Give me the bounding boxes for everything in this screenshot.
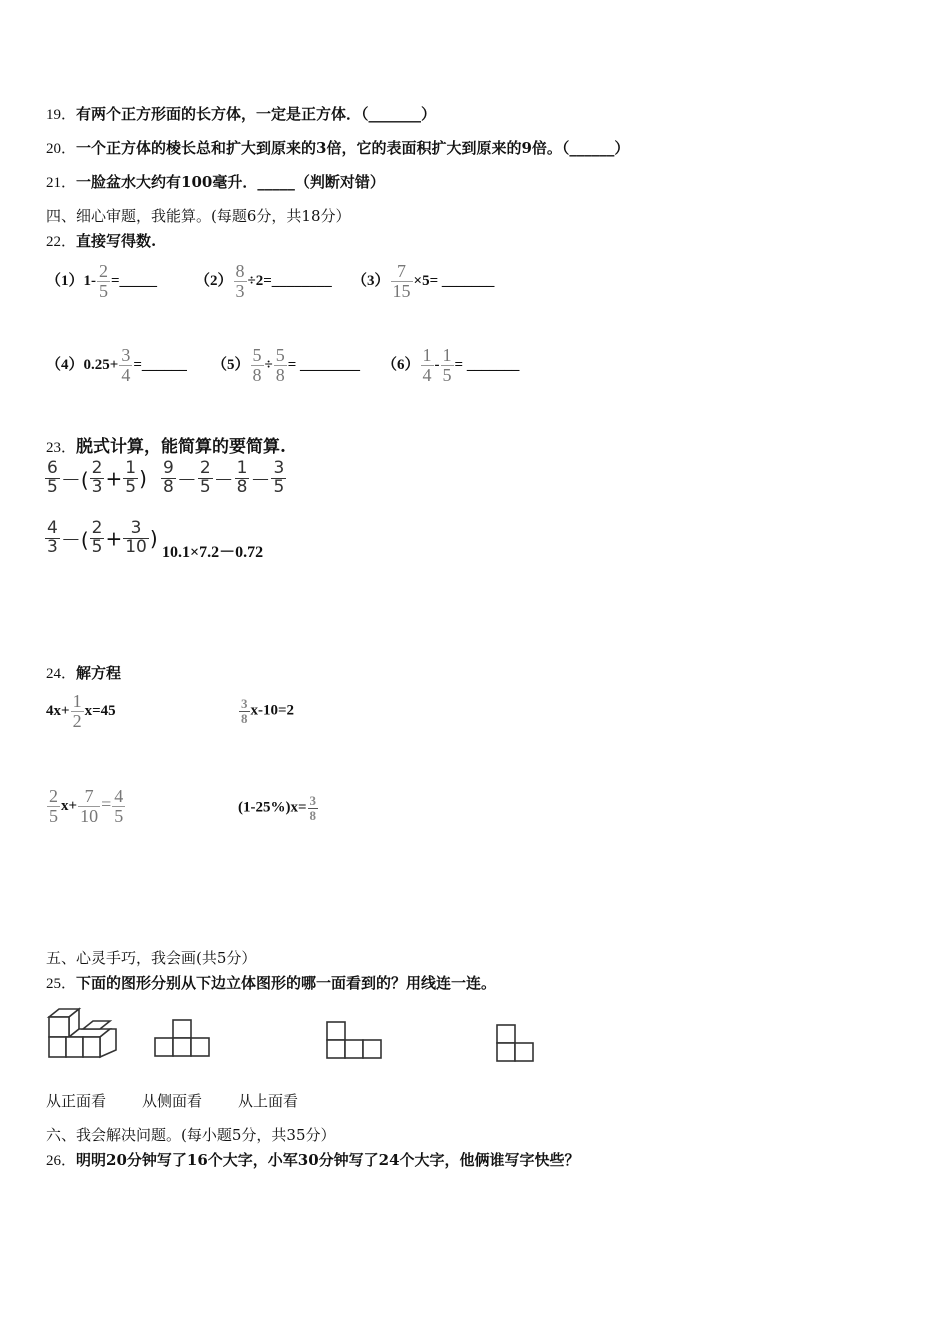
question-number: 21． bbox=[46, 175, 77, 191]
numerator: 1 bbox=[72, 691, 82, 711]
numerator: 7 bbox=[397, 261, 407, 281]
question-22-title bbox=[46, 230, 156, 251]
question-number: 23． bbox=[46, 440, 77, 456]
numerator: 2 bbox=[91, 518, 103, 538]
item-tail: = ________ bbox=[287, 356, 361, 373]
denominator: 8 bbox=[252, 364, 262, 385]
question-number: 25． bbox=[46, 976, 77, 992]
q24-equation-4 bbox=[238, 794, 319, 822]
operator: － bbox=[250, 467, 271, 492]
fraction bbox=[235, 460, 250, 497]
denominator: 8 bbox=[163, 476, 174, 497]
numerator: 1 bbox=[442, 345, 452, 365]
question-number: 26． bbox=[46, 1153, 77, 1169]
view-figure-3 bbox=[497, 1025, 533, 1061]
q22-item-5 bbox=[212, 346, 360, 385]
item-label: （5） bbox=[212, 356, 250, 373]
numerator: 1 bbox=[125, 458, 137, 478]
q22-item-6 bbox=[382, 346, 519, 385]
fraction bbox=[239, 697, 250, 725]
q23-expr-2 bbox=[160, 460, 287, 497]
fraction bbox=[45, 460, 60, 497]
denominator: 5 bbox=[91, 536, 103, 557]
fraction bbox=[234, 262, 247, 301]
equation-part: x=45 bbox=[84, 702, 116, 719]
item-tail: = _______ bbox=[454, 356, 520, 373]
denominator: 8 bbox=[275, 364, 285, 385]
operator: ÷ bbox=[264, 356, 273, 373]
section-6-title: 六、我会解决问题。(每小题5分，共35分） bbox=[46, 1126, 336, 1144]
equation-part: x+ bbox=[61, 797, 78, 814]
denominator: 3 bbox=[47, 536, 58, 557]
numerator: 2 bbox=[49, 786, 58, 806]
caption-side: 从侧面看 bbox=[142, 1092, 203, 1110]
question-text: 有两个正方形面的长方体，一定是正方体．（_______） bbox=[76, 105, 437, 123]
question-text: 直接写得数. bbox=[76, 232, 157, 250]
view-figure-1 bbox=[155, 1020, 209, 1056]
caption-front: 从正面看 bbox=[46, 1092, 107, 1110]
fraction bbox=[123, 520, 149, 557]
denominator: 10 bbox=[125, 536, 147, 557]
denominator: 5 bbox=[199, 476, 211, 497]
denominator: 5 bbox=[47, 476, 58, 497]
operator: －( bbox=[60, 527, 89, 552]
question-19 bbox=[46, 103, 436, 124]
denominator: 4 bbox=[422, 364, 432, 385]
section-5-title: 五、心灵手巧，我会画(共5分） bbox=[46, 949, 257, 967]
solid-figure bbox=[49, 1009, 116, 1057]
numerator: 3 bbox=[121, 345, 131, 365]
fraction bbox=[308, 794, 319, 822]
denominator: 10 bbox=[80, 805, 99, 826]
denominator: 5 bbox=[49, 805, 58, 826]
section-4-title: 四、细心审题，我能算。(每题6分，共18分） bbox=[46, 207, 351, 225]
numerator: 2 bbox=[199, 458, 211, 478]
fraction bbox=[271, 460, 286, 497]
numerator: 5 bbox=[275, 345, 285, 365]
question-text: 解方程 bbox=[76, 664, 122, 682]
question-number: 22． bbox=[46, 234, 77, 250]
denominator: 8 bbox=[309, 807, 317, 823]
question-25-title bbox=[46, 972, 496, 993]
operator: + bbox=[105, 526, 123, 551]
numerator: 1 bbox=[422, 345, 432, 365]
item-tail: =_____ bbox=[111, 272, 158, 289]
numerator: 1 bbox=[236, 458, 248, 478]
item-label: （2） bbox=[195, 272, 233, 289]
numerator: 3 bbox=[309, 793, 317, 808]
fraction bbox=[112, 787, 125, 826]
item-tail: ×5= _______ bbox=[413, 272, 495, 289]
question-text: 一脸盆水大约有100毫升．_____（判断对错） bbox=[76, 173, 385, 191]
equation-part: (1-25%)x= bbox=[238, 799, 307, 816]
caption-top: 从上面看 bbox=[238, 1092, 299, 1110]
equation-part: 4x+ bbox=[46, 702, 70, 719]
view-figure-2 bbox=[327, 1022, 381, 1058]
fraction bbox=[119, 346, 132, 385]
question-number: 24． bbox=[46, 666, 77, 682]
operator: ) bbox=[139, 466, 147, 491]
denominator: 5 bbox=[125, 476, 137, 497]
question-20 bbox=[46, 137, 629, 158]
operator: －( bbox=[60, 467, 89, 492]
fraction bbox=[198, 460, 213, 497]
denominator: 5 bbox=[273, 476, 285, 497]
fraction bbox=[78, 787, 100, 826]
denominator: 8 bbox=[241, 710, 248, 726]
fraction bbox=[71, 692, 84, 731]
numerator: 3 bbox=[241, 696, 248, 711]
operator: － bbox=[176, 467, 197, 492]
denominator: 3 bbox=[235, 280, 245, 301]
denominator: 5 bbox=[442, 364, 452, 385]
q24-equation-3 bbox=[46, 787, 126, 826]
fraction bbox=[391, 262, 413, 301]
operator: + bbox=[105, 466, 123, 491]
denominator: 15 bbox=[392, 280, 411, 301]
question-text: 明明20分钟写了16个大字，小军30分钟写了24个大字，他俩谁写字快些？ bbox=[76, 1151, 580, 1169]
numerator: 3 bbox=[130, 518, 142, 538]
fraction bbox=[274, 346, 287, 385]
numerator: 6 bbox=[47, 458, 58, 478]
question-number: 19． bbox=[46, 107, 77, 123]
q24-equation-2 bbox=[238, 697, 294, 725]
denominator: 4 bbox=[121, 364, 131, 385]
equals-sign: = bbox=[101, 793, 112, 814]
fraction bbox=[90, 520, 105, 557]
fraction bbox=[123, 460, 138, 497]
q23-expr-1 bbox=[44, 460, 147, 497]
item-tail: =______ bbox=[133, 356, 187, 373]
q22-item-2 bbox=[195, 262, 332, 301]
numerator: 2 bbox=[99, 261, 108, 281]
fraction bbox=[421, 346, 434, 385]
numerator: 4 bbox=[47, 518, 58, 538]
question-text: 一个正方体的棱长总和扩大到原来的3倍，它的表面积扩大到原来的9倍。（______） bbox=[76, 139, 630, 157]
denominator: 5 bbox=[114, 805, 124, 826]
item-tail: ÷2=________ bbox=[247, 272, 332, 289]
operator: － bbox=[213, 467, 234, 492]
question-21 bbox=[46, 171, 385, 192]
q25-figures bbox=[0, 995, 600, 1075]
q22-item-3 bbox=[352, 262, 494, 301]
equation-part: x-10=2 bbox=[250, 702, 295, 719]
numerator: 5 bbox=[252, 345, 262, 365]
numerator: 2 bbox=[91, 458, 103, 478]
question-text: 下面的图形分别从下边立体图形的哪一面看到的？用线连一连。 bbox=[76, 974, 497, 992]
denominator: 3 bbox=[91, 476, 103, 497]
numerator: 4 bbox=[114, 786, 124, 806]
fraction bbox=[161, 460, 176, 497]
numerator: 8 bbox=[235, 261, 245, 281]
question-number: 20． bbox=[46, 141, 77, 157]
q22-item-1 bbox=[46, 262, 157, 301]
operator: - bbox=[434, 356, 440, 373]
q23-expr-3 bbox=[44, 520, 158, 557]
denominator: 8 bbox=[236, 476, 248, 497]
item-label: （6） bbox=[382, 356, 420, 373]
q24-equation-1 bbox=[46, 692, 116, 731]
question-text: 脱式计算，能简算的要简算. bbox=[76, 437, 286, 457]
denominator: 2 bbox=[72, 710, 82, 731]
fraction bbox=[90, 460, 105, 497]
question-26 bbox=[46, 1149, 580, 1170]
question-23-title bbox=[46, 432, 286, 457]
numerator: 9 bbox=[163, 458, 174, 478]
fraction bbox=[45, 520, 60, 557]
numerator: 7 bbox=[84, 786, 94, 806]
q22-item-4 bbox=[46, 346, 187, 385]
item-label: （4）0.25+ bbox=[46, 356, 119, 373]
denominator: 5 bbox=[99, 280, 108, 301]
item-label: （3） bbox=[352, 272, 390, 289]
question-24-title bbox=[46, 662, 121, 683]
q23-expr-4: 10.1×7.2－0.72 bbox=[162, 544, 264, 561]
fraction bbox=[441, 346, 454, 385]
item-label: （1）1- bbox=[46, 272, 96, 289]
fraction bbox=[97, 262, 110, 301]
fraction bbox=[47, 787, 60, 826]
operator: ) bbox=[149, 526, 158, 551]
fraction bbox=[251, 346, 264, 385]
numerator: 3 bbox=[273, 458, 285, 478]
